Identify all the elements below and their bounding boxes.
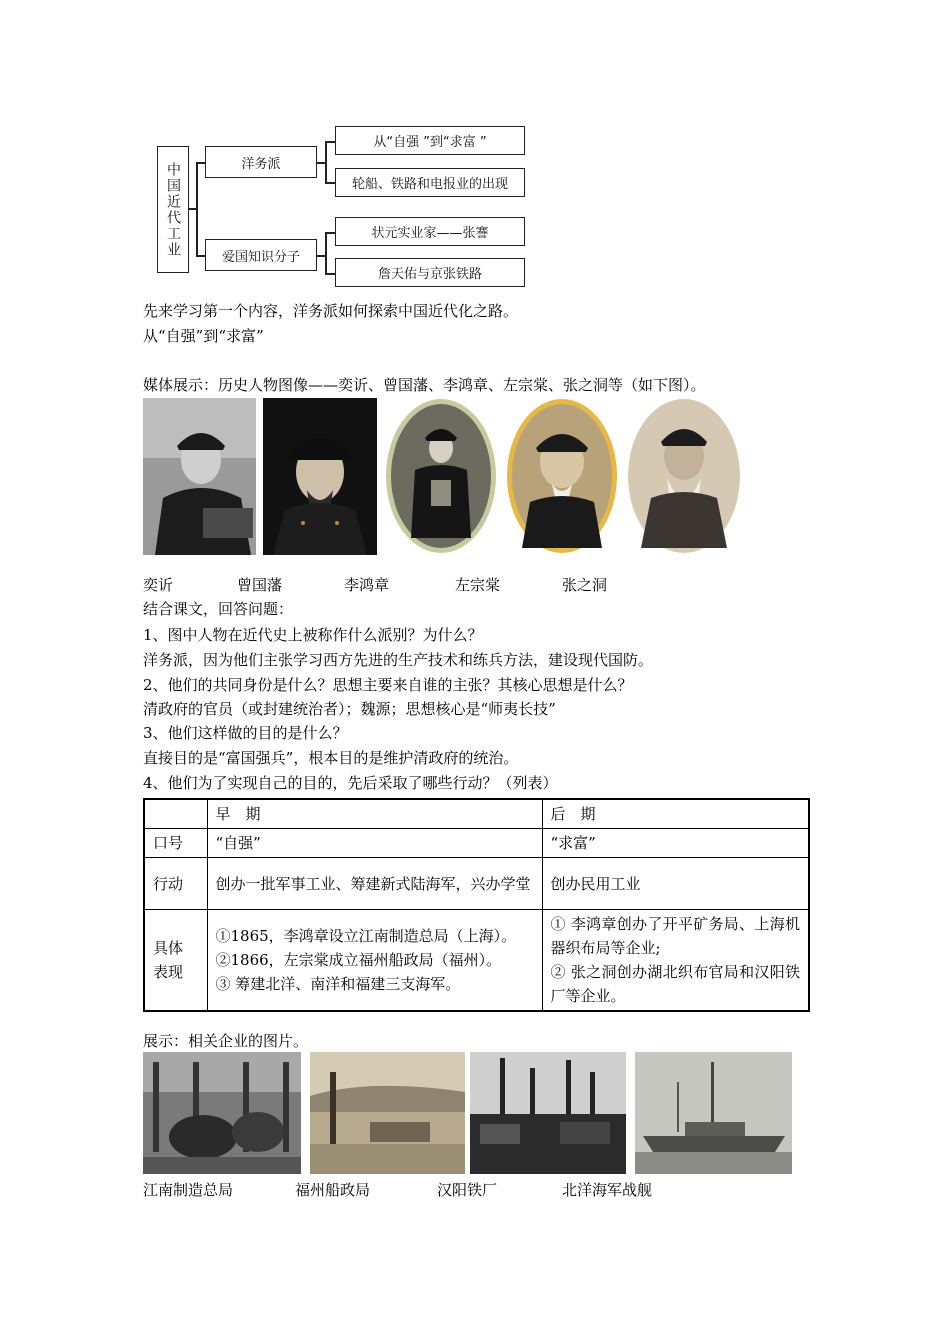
section-heading: 从“自强”到“求富” <box>143 327 264 345</box>
diagram-root-label: 中国近代工业 <box>165 161 181 258</box>
table-row <box>144 858 809 910</box>
table-row-label <box>144 910 207 1012</box>
label-line: 具体 <box>153 939 184 957</box>
diagram-root <box>157 146 189 273</box>
diagram-branch-intellectuals <box>205 239 317 271</box>
detail-item: ③ 筹建北洋、南洋和福建三支海军。 <box>215 975 461 993</box>
answer: 清政府的官员（或封建统治者）；魏源；思想核心是“师夷长技” <box>143 700 556 718</box>
portrait-caption: 奕䜣 <box>143 576 174 594</box>
enterprise-caption: 北洋海军战舰 <box>562 1181 653 1199</box>
question: 1、图中人物在近代史上被称作什么派别？为什么？ <box>143 626 483 644</box>
answer: 洋务派，因为他们主张学习西方先进的生产技术和练兵方法，建设现代国防。 <box>143 651 654 669</box>
detail-item: ② 张之洞创办湖北织布官局和汉阳铁厂等企业。 <box>550 963 800 1005</box>
photo-hanyang-iron-works <box>470 1052 626 1174</box>
portrait-zuozongtang <box>506 398 619 555</box>
table-cell: “求富” <box>542 829 809 858</box>
table-cell <box>207 910 542 1012</box>
portrait-caption: 李鸿章 <box>344 576 390 594</box>
portrait-caption: 张之洞 <box>562 576 608 594</box>
actions-table <box>143 798 810 1012</box>
table-row <box>144 829 809 858</box>
portrait-caption: 左宗棠 <box>455 576 501 594</box>
question: 3、他们这样做的目的是什么？ <box>143 724 348 742</box>
portrait-zhangzhidong <box>627 398 741 555</box>
table-row <box>144 799 809 829</box>
leaf-label: 状元实业家——张謇 <box>371 226 489 241</box>
questions-lead: 结合课文，回答问题： <box>143 600 294 618</box>
detail-item: ①1865，李鸿章设立江南制造总局（上海）。 <box>215 927 517 945</box>
photo-beiyang-warship <box>635 1052 792 1174</box>
table-cell <box>144 799 207 829</box>
photo-fuzhou-navy-yard <box>310 1052 465 1174</box>
table-cell: 创办民用工业 <box>542 858 809 910</box>
table-header: 早 期 <box>207 799 542 829</box>
enterprise-caption: 江南制造总局 <box>143 1181 234 1199</box>
leaf-label: 詹天佑与京张铁路 <box>377 267 482 282</box>
connector <box>196 162 198 256</box>
portrait-lihongzhang <box>385 398 498 555</box>
photo-jiangnan-arsenal <box>143 1052 301 1174</box>
question: 4、他们为了实现自己的目的，先后采取了哪些行动？（列表） <box>143 774 558 792</box>
enterprise-caption: 福州船政局 <box>295 1181 371 1199</box>
branch-label: 爱国知识分子 <box>221 249 300 265</box>
enterprise-caption: 汉阳铁厂 <box>437 1181 498 1199</box>
diagram-leaf <box>335 217 525 246</box>
media-line: 媒体展示：历史人物图像——奕䜣、曾国藩、李鸿章、左宗棠、张之洞等（如下图）。 <box>143 376 706 394</box>
connector <box>325 141 327 183</box>
diagram-leaf <box>335 258 525 287</box>
intro-line: 先来学习第一个内容，洋务派如何探索中国近代化之路。 <box>143 302 519 320</box>
portrait-caption: 曾国藩 <box>237 576 283 594</box>
diagram-leaf <box>335 168 525 197</box>
detail-item: ②1866，左宗棠成立福州船政局（福州）。 <box>215 951 502 969</box>
table-cell: 创办一批军事工业、筹建新式陆海军，兴办学堂 <box>207 858 542 910</box>
table-row-label: 行动 <box>144 858 207 910</box>
label-line: 表现 <box>153 963 184 981</box>
table-cell: “自强” <box>207 829 542 858</box>
connector <box>325 232 327 274</box>
leaf-label: 从“自强 ”到“求富 ” <box>373 135 487 150</box>
table-row <box>144 910 809 1012</box>
diagram-leaf <box>335 126 525 155</box>
table-row-label: 口号 <box>144 829 207 858</box>
answer: 直接目的是“富国强兵”，根本目的是维护清政府的统治。 <box>143 749 519 767</box>
table-cell <box>542 910 809 1012</box>
diagram-branch-yangwu <box>205 146 317 178</box>
branch-label: 洋务派 <box>241 156 281 172</box>
question: 2、他们的共同身份是什么？思想主要来自谁的主张？其核心思想是什么？ <box>143 676 633 694</box>
show-line: 展示：相关企业的图片。 <box>143 1032 309 1050</box>
table-header: 后 期 <box>542 799 809 829</box>
detail-item: ① 李鸿章创办了开平矿务局、上海机器织布局等企业; <box>550 915 800 957</box>
portrait-zengguofan <box>263 398 377 555</box>
portrait-yixin <box>143 398 256 555</box>
leaf-label: 轮船、铁路和电报业的出现 <box>351 177 508 192</box>
